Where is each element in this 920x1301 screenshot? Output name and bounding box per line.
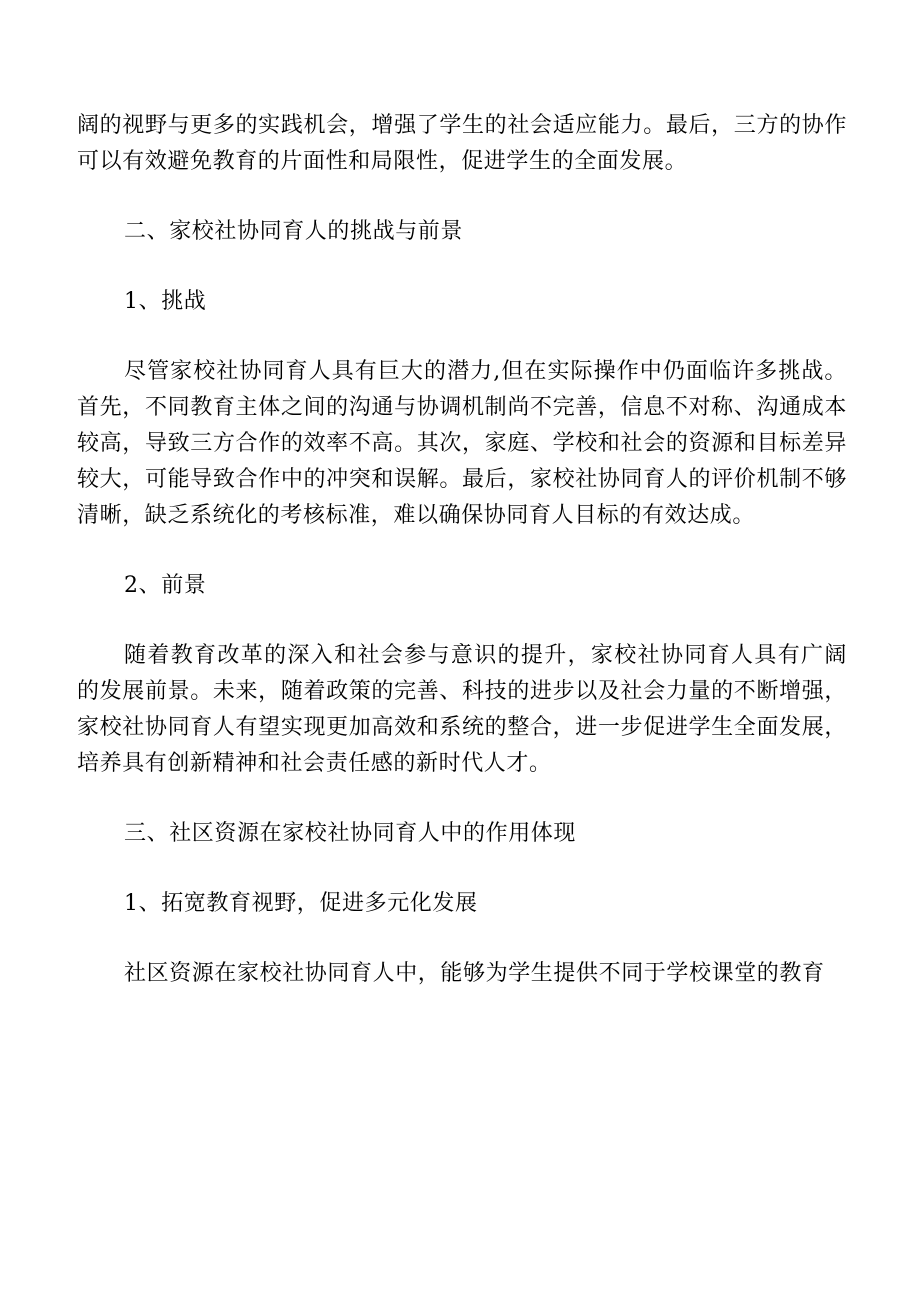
paragraph-community-resources: 社区资源在家校社协同育人中，能够为学生提供不同于学校课堂的教育	[124, 961, 825, 986]
section-heading-3: 三、社区资源在家校社协同育人中的作用体现	[124, 821, 577, 846]
document-body	[77, 108, 847, 992]
subheading-broaden-vision: 1、拓宽教育视野，促进多元化发展	[124, 891, 478, 916]
section-heading-2: 二、家校社协同育人的挑战与前景	[124, 219, 464, 244]
paragraph-continued: 阔的视野与更多的实践机会，增强了学生的社会适应能力。最后，三方的协作可以有效避免教育的片面性和局限性，促进学生的全面发展。	[77, 113, 847, 174]
subheading-prospects: 2、前景	[124, 573, 207, 598]
paragraph-challenges: 尽管家校社协同育人具有巨大的潜力,但在实际操作中仍面临许多挑战。首先，不同教育主体之间的沟通与协调机制尚不完善，信息不对称、沟通成本较高，导致三方合作的效率不高。其次，家庭、学校和社会的资源和目标差异较大，可能导致合作中的冲突和误解。最后，家校社协同育人的评价机制不够清晰，缺乏系统化的考核标准，难以确保协同育人目标的有效达成。	[77, 359, 847, 528]
subheading-challenges: 1、挑战	[124, 289, 207, 314]
paragraph-prospects: 随着教育改革的深入和社会参与意识的提升，家校社协同育人具有广阔的发展前景。未来，随着政策的完善、科技的进步以及社会力量的不断增强，家校社协同育人有望实现更加高效和系统的整合，进一步促进学生全面发展，培养具有创新精神和社会责任感的新时代人才。	[77, 643, 847, 776]
